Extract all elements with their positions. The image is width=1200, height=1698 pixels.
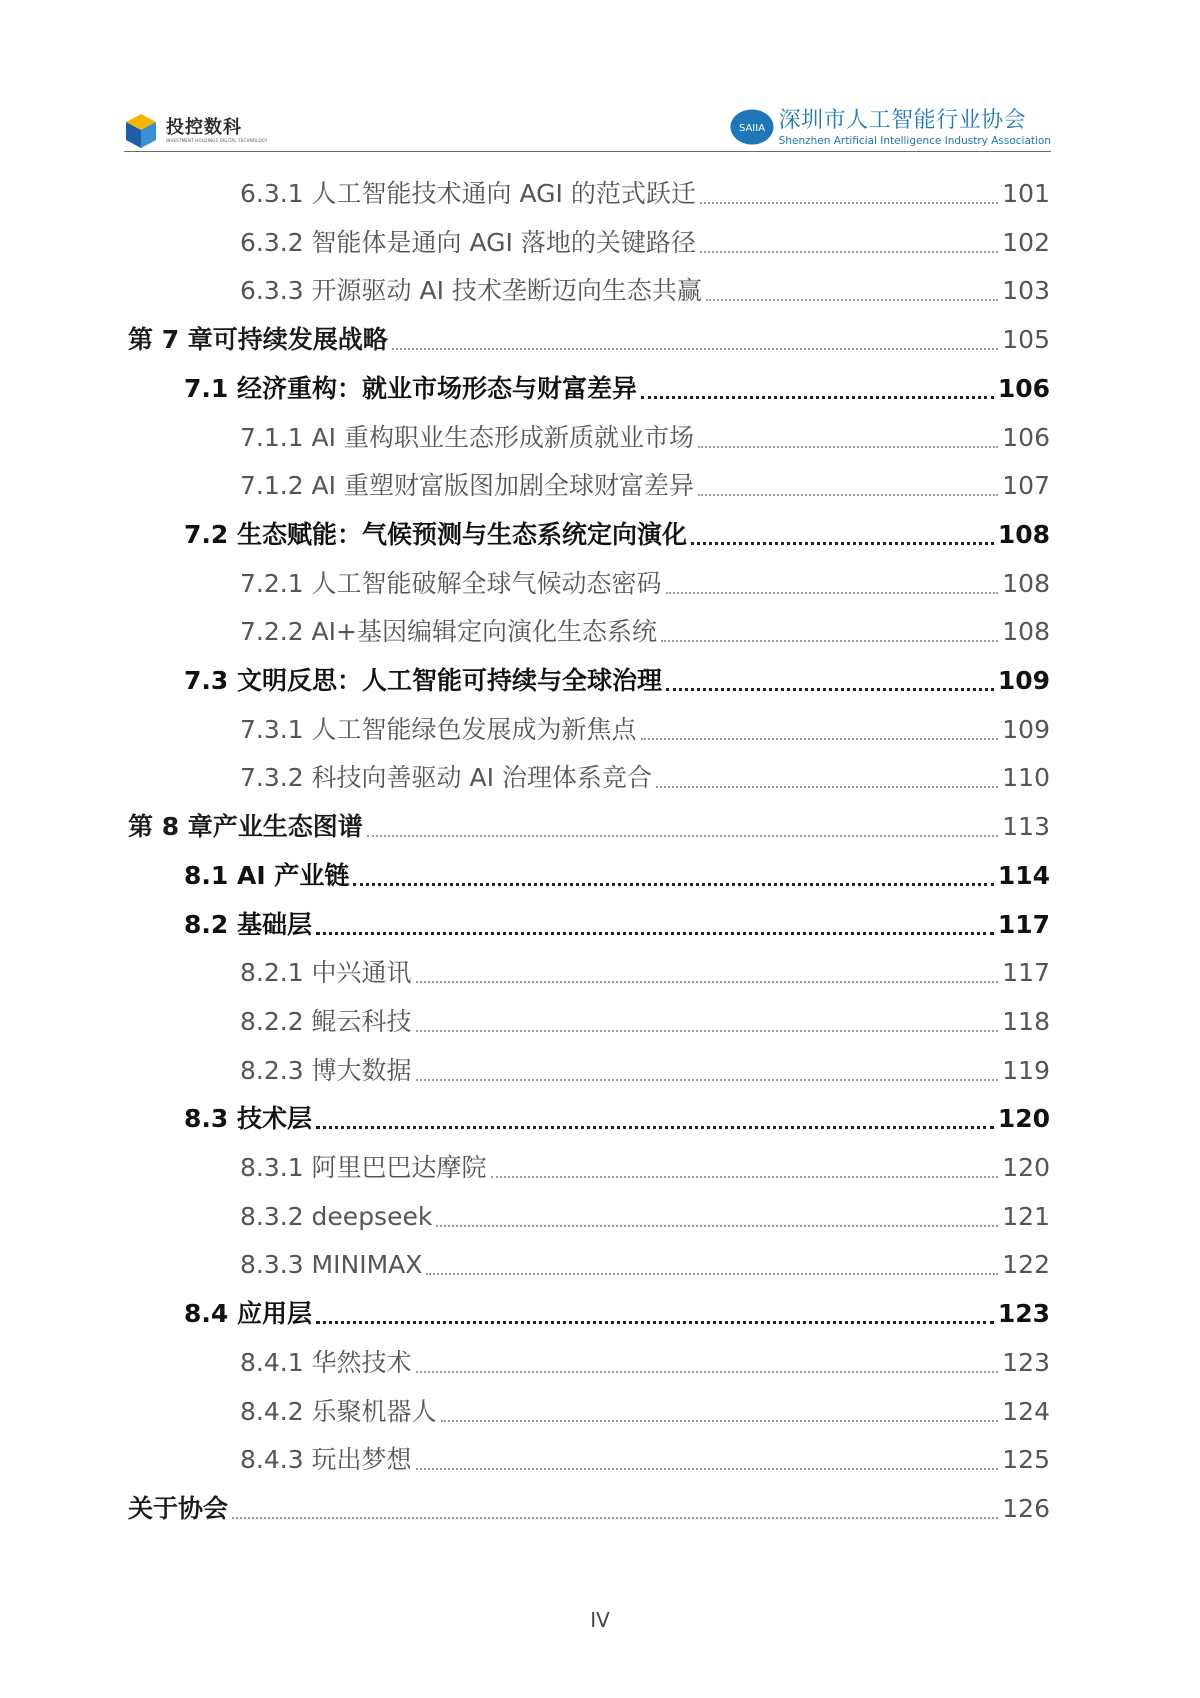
toc-dot-leader (426, 1273, 998, 1275)
toc-entry-title: 8.4.2 乐聚机器人 (240, 1396, 437, 1426)
toc-dot-leader (416, 1030, 999, 1032)
toc-entry[interactable] (240, 955, 1050, 991)
toc-entry-title: 第 8 章产业生态图谱 (128, 812, 363, 842)
toc-entry-page: 103 (1002, 276, 1050, 306)
saiia-logo (729, 104, 1051, 150)
toc-entry-title: 7.3 文明反思：人工智能可持续与全球治理 (184, 666, 662, 695)
toc-entry-page: 102 (1002, 227, 1050, 257)
toc-dot-leader (700, 202, 998, 204)
toc-entry[interactable] (240, 225, 1050, 261)
toc-entry-page: 117 (997, 909, 1050, 939)
toc-entry[interactable] (240, 614, 1050, 650)
toc-dot-leader (416, 1371, 999, 1373)
toc-dot-leader (232, 1517, 998, 1519)
toc-entry-title: 6.3.3 开源驱动 AI 技术垄断迈向生态共赢 (240, 276, 702, 306)
toc-dot-leader (641, 738, 999, 740)
saiia-badge-label: SAIIA (738, 123, 765, 134)
logo-title: 投控数科 (166, 117, 242, 138)
toc-entry[interactable] (240, 468, 1050, 504)
toc-entry[interactable] (240, 176, 1050, 212)
toc-entry-page: 107 (1002, 471, 1050, 501)
toc-dot-leader (641, 396, 994, 399)
toc-entry-title: 8.3.2 deepseek (240, 1201, 433, 1231)
toc-entry[interactable] (184, 858, 1050, 894)
toc-entry-title: 8.4.3 玩出梦想 (240, 1445, 412, 1475)
toc-entry-page: 126 (1002, 1493, 1050, 1523)
toc-entry-page: 106 (997, 373, 1050, 403)
toc-entry[interactable] (184, 371, 1050, 407)
investment-holdings-logo (124, 110, 268, 152)
toc-entry[interactable] (184, 517, 1050, 553)
cube-logo-icon (124, 112, 158, 150)
toc-dot-leader (666, 592, 999, 594)
toc-dot-leader (416, 1468, 999, 1470)
toc-entry-page: 113 (1002, 812, 1050, 842)
toc-entry-title: 7.2.1 人工智能破解全球气候动态密码 (240, 568, 662, 598)
toc-entry-title: 7.1 经济重构：就业市场形态与财富差异 (184, 373, 637, 403)
toc-entry-title: 8.2 基础层 (184, 909, 312, 939)
toc-dot-leader (316, 1321, 994, 1324)
toc-entry-page: 119 (1002, 1055, 1050, 1085)
toc-dot-leader (316, 1126, 994, 1129)
header-divider (124, 151, 1051, 152)
toc-dot-leader (441, 1420, 999, 1422)
toc-dot-leader (416, 1079, 999, 1081)
toc-entry-page: 105 (1002, 325, 1050, 355)
page-number: IV (590, 1608, 610, 1632)
toc-entry-page: 121 (1002, 1201, 1050, 1231)
toc-dot-leader (661, 640, 998, 642)
toc-entry[interactable] (240, 1394, 1050, 1430)
toc-entry-title: 7.3.2 科技向善驱动 AI 治理体系竞合 (240, 763, 652, 793)
toc-entry[interactable] (240, 1442, 1050, 1478)
toc-entry-page: 117 (1002, 958, 1050, 988)
toc-entry-title: 关于协会 (128, 1493, 229, 1523)
toc-entry-title: 第 7 章可持续发展战略 (128, 325, 388, 355)
toc-entry-title: 6.3.2 智能体是通向 AGI 落地的关键路径 (240, 227, 696, 257)
toc-entry-page: 124 (1002, 1396, 1050, 1426)
toc-entry[interactable] (240, 760, 1050, 796)
toc-entry-page: 118 (1002, 1006, 1050, 1036)
toc-entry-page: 110 (1002, 763, 1050, 793)
toc-entry-title: 7.3.1 人工智能绿色发展成为新焦点 (240, 714, 637, 744)
toc-entry[interactable] (240, 1053, 1050, 1089)
toc-entry-title: 6.3.1 人工智能技术通向 AGI 的范式跃迁 (240, 179, 696, 208)
toc-entry[interactable] (240, 712, 1050, 748)
toc-entry[interactable] (240, 420, 1050, 456)
toc-entry-page: 108 (1002, 568, 1050, 598)
toc-entry-title: 8.4 应用层 (184, 1299, 312, 1329)
toc-dot-leader (416, 981, 999, 983)
toc-dot-leader (392, 348, 998, 350)
toc-dot-leader (691, 542, 994, 545)
toc-entry-page: 109 (997, 666, 1050, 695)
toc-entry-title: 8.2.1 中兴通讯 (240, 958, 412, 988)
toc-entry-title: 8.3.3 MINIMAX (240, 1250, 423, 1280)
toc-entry-title: 8.3 技术层 (184, 1104, 312, 1134)
toc-entry-title: 7.1.2 AI 重塑财富版图加剧全球财富差异 (240, 471, 694, 501)
toc-entry-page: 108 (1002, 617, 1050, 647)
toc-entry-title: 8.1 AI 产业链 (184, 860, 350, 890)
toc-entry[interactable] (184, 1296, 1050, 1332)
toc-dot-leader (367, 835, 998, 837)
toc-entry[interactable] (184, 663, 1050, 699)
toc-dot-leader (706, 299, 998, 301)
association-name-cn: 深圳市人工智能行业协会 (778, 108, 1027, 133)
toc-entry-page: 120 (997, 1104, 1050, 1134)
toc-dot-leader (316, 932, 994, 935)
toc-entry-page: 109 (1002, 714, 1050, 744)
toc-entry[interactable] (128, 1491, 1050, 1527)
toc-dot-leader (698, 446, 998, 448)
toc-entry[interactable] (128, 809, 1050, 845)
toc-entry-title: 8.2.3 博大数据 (240, 1055, 412, 1085)
logo-subtitle: INVESTMENT HOLDINGS DIGITAL TECHNOLOGY (166, 138, 268, 143)
toc-entry[interactable] (240, 1004, 1050, 1040)
toc-entry[interactable] (184, 907, 1050, 943)
toc-entry-title: 8.4.1 华然技术 (240, 1347, 412, 1377)
toc-entry-title: 7.1.1 AI 重构职业生态形成新质就业市场 (240, 422, 694, 452)
toc-dot-leader (436, 1225, 998, 1227)
toc-entry[interactable] (240, 1150, 1050, 1186)
toc-entry[interactable] (240, 273, 1050, 309)
toc-entry-page: 108 (997, 519, 1050, 549)
toc-dot-leader (698, 494, 998, 496)
toc-entry[interactable] (184, 1101, 1050, 1137)
association-name-en: Shenzhen Artificial Intelligence Industry Association (778, 135, 1051, 147)
toc-entry-title: 7.2 生态赋能：气候预测与生态系统定向演化 (184, 519, 687, 549)
toc-entry-page: 114 (997, 860, 1050, 890)
toc-entry-page: 101 (1002, 179, 1050, 208)
toc-entry-page: 123 (1002, 1347, 1050, 1377)
toc-entry-title: 8.2.2 鲲云科技 (240, 1006, 412, 1036)
toc-entry-title: 8.3.1 阿里巴巴达摩院 (240, 1153, 487, 1182)
toc-dot-leader (700, 251, 998, 253)
toc-entry[interactable] (128, 322, 1050, 358)
toc-entry-page: 123 (997, 1299, 1050, 1329)
toc-entry-page: 106 (1002, 422, 1050, 452)
toc-entry-title: 7.2.2 AI+基因编辑定向演化生态系统 (240, 617, 657, 647)
toc-entry[interactable] (240, 566, 1050, 602)
toc-entry-page: 120 (1002, 1153, 1050, 1182)
toc-dot-leader (656, 786, 998, 788)
page-header (124, 104, 1051, 152)
toc-dot-leader (353, 883, 993, 886)
toc-entry[interactable] (240, 1345, 1050, 1381)
toc-entry-page: 122 (1002, 1250, 1050, 1280)
toc-dot-leader (666, 688, 994, 691)
toc-entry[interactable] (240, 1199, 1050, 1235)
toc-dot-leader (491, 1176, 999, 1178)
toc-entry[interactable] (240, 1247, 1050, 1283)
toc-entry-page: 125 (1002, 1445, 1050, 1475)
saiia-badge-icon (729, 107, 775, 147)
